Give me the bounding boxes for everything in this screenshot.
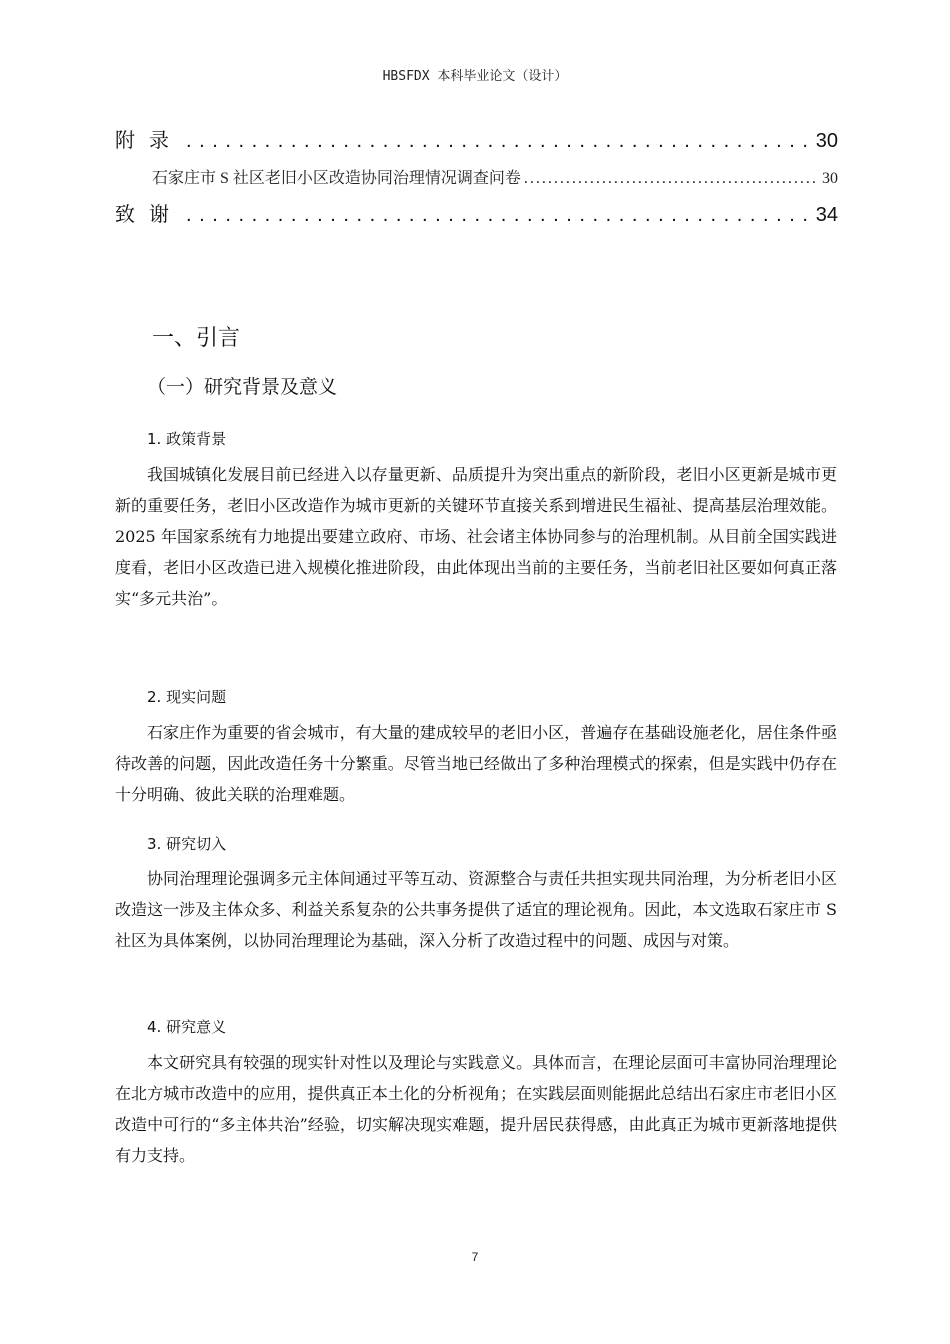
- page-number: 7: [471, 1250, 479, 1264]
- subsection-heading-policy: 1. 政策背景: [147, 430, 227, 448]
- subsection-heading-significance: 4. 研究意义: [147, 1018, 227, 1036]
- toc-leader-dots: [524, 168, 819, 190]
- subsection-heading-approach: 3. 研究切入: [147, 835, 227, 853]
- toc-label: 石家庄市 S 社区老旧小区改造协同治理情况调查问卷: [152, 170, 521, 187]
- section-subtitle: （一）研究背景及意义: [147, 376, 338, 398]
- paragraph-policy: 我国城镇化发展目前已经进入以存量更新、品质提升为突出重点的新阶段，老旧小区更新是城市更新的重要任务，老旧小区改造作为城市更新的关键环节直接关系到增进民生福祉、提高基层治理效能。2025 年国家系统有力地提出要建立政府、市场、社会诸主体协同参与的治理机制。从目前全国实践进度看，老旧小区改造已进入规模化推进阶段，由此体现出当前的主要任务，当前老旧社区要如何真正落实“多元共治”。: [115, 465, 837, 608]
- paragraph-significance: 本文研究具有较强的现实针对性以及理论与实践意义。具体而言，在理论层面可丰富协同治理理论在北方城市改造中的应用，提供真正本土化的分析视角；在实践层面则能据此总结出石家庄市老旧小区改造中可行的“多主体共治”经验，切实解决现实难题，提升居民获得感，由此真正为城市更新落地提供有力支持。: [115, 1053, 837, 1165]
- toc-page-number: 34: [815, 204, 838, 226]
- toc-entry-questionnaire[interactable]: [152, 168, 838, 190]
- toc-leader-dots: [186, 128, 813, 154]
- subsection-heading-reality: 2. 现实问题: [147, 688, 227, 706]
- toc-entry-appendix[interactable]: [115, 128, 838, 154]
- toc-page-number: 30: [815, 130, 838, 152]
- paragraph-approach: 协同治理理论强调多元主体间通过平等互动、资源整合与责任共担实现共同治理，为分析老旧小区改造这一涉及主体众多、利益关系复杂的公共事务提供了适宜的理论视角。因此，本文选取石家庄市 S 社区为具体案例，以协同治理理论为基础，深入分析了改造过程中的问题、成因与对策。: [115, 869, 837, 950]
- toc-entry-acknowledgements[interactable]: [115, 202, 838, 228]
- toc-label: 附录: [115, 130, 183, 152]
- toc-leader-dots: [186, 202, 813, 228]
- toc-label: 致谢: [115, 204, 183, 226]
- running-header: HBSFDX 本科毕业论文（设计）: [382, 69, 568, 84]
- section-title: 一、引言: [152, 326, 241, 351]
- paragraph-reality: 石家庄作为重要的省会城市，有大量的建成较早的老旧小区，普遍存在基础设施老化，居住条件亟待改善的问题，因此改造任务十分繁重。尽管当地已经做出了多种治理模式的探索，但是实践中仍存在十分明确、彼此关联的治理难题。: [115, 723, 837, 804]
- toc-page-number: 30: [822, 170, 838, 187]
